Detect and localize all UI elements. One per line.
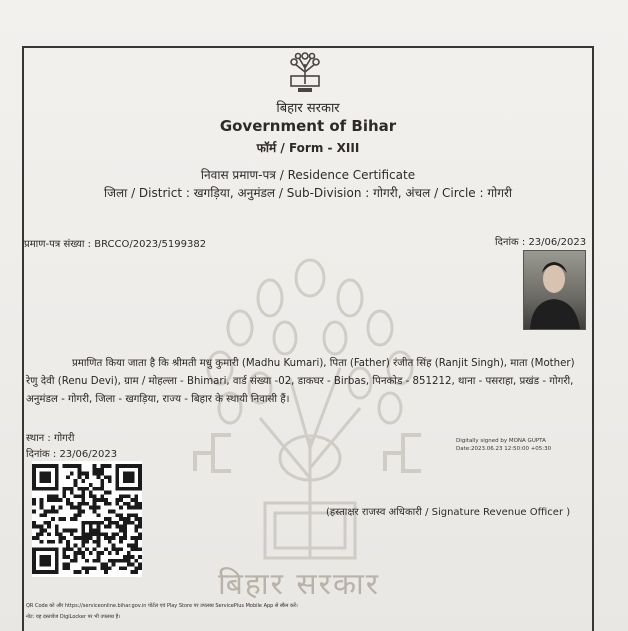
qr-code-icon[interactable] <box>32 461 142 577</box>
form-label: फॉर्म / Form - XIII <box>256 141 360 155</box>
govt-english-title: Government of Bihar <box>219 117 397 135</box>
certificate-title: निवास प्रमाण-पत्र / Residence Certificate <box>200 168 416 182</box>
digital-signature-name: Digitally signed by MONA GUPTA <box>456 438 546 444</box>
digital-signature-block <box>456 437 551 453</box>
certificate-number: प्रमाण-पत्र संख्या : BRCCO/2023/5199382 <box>24 239 207 250</box>
digital-signature-date: Date:2023.06.23 12:50:00 +05:30 <box>456 446 552 452</box>
applicant-photo <box>523 250 586 330</box>
watermark-text: बिहार सरकार <box>218 567 381 602</box>
signature-label: (हस्ताक्षर राजस्व अधिकारी / Signature Revenue Officer ) <box>326 507 571 518</box>
issue-place: स्थान : गोगरी <box>26 433 75 444</box>
district-line: जिला / District : खगड़िया, अनुमंडल / Sub-Division : गोगरी, अंचल / Circle : गोगरी <box>104 186 512 200</box>
person-silhouette-icon <box>524 251 585 329</box>
certificate-body: प्रमाणित किया जाता है कि श्रीमती मधु कुमारी (Madhu Kumari), पिता (Father) रंजीत सिंह (Ranjit Singh), माता (Mother) रेणु देवी (Renu Devi), ग्राम / मोहल्ला - Bhimari, वार्ड संख्या -02, डाकघर - Birbas, पिनकोड - 851212, थाना - पसराहा, प्रखंड - गोगरी, अनुमंडल - गोगरी, जिला - खगड़िया, राज्य - बिहार के स्थायी निवासी हैं। <box>26 358 575 405</box>
footer-qr-note: QR Code को और https://serviceonline.bihar.gov.in पोर्टल एवं Play Store पर उपलब्ध ServicePlus Mobile App से स्कैन करें। <box>26 603 298 609</box>
govt-hindi-title: बिहार सरकार <box>276 101 340 116</box>
certificate-date: दिनांक : 23/06/2023 <box>495 237 587 248</box>
footer-digilocker-note: नोट: यह दस्तावेज DigiLocker पर भी उपलब्ध है। <box>26 614 121 620</box>
bihar-emblem-icon <box>283 50 327 94</box>
issue-date: दिनांक : 23/06/2023 <box>26 449 118 460</box>
